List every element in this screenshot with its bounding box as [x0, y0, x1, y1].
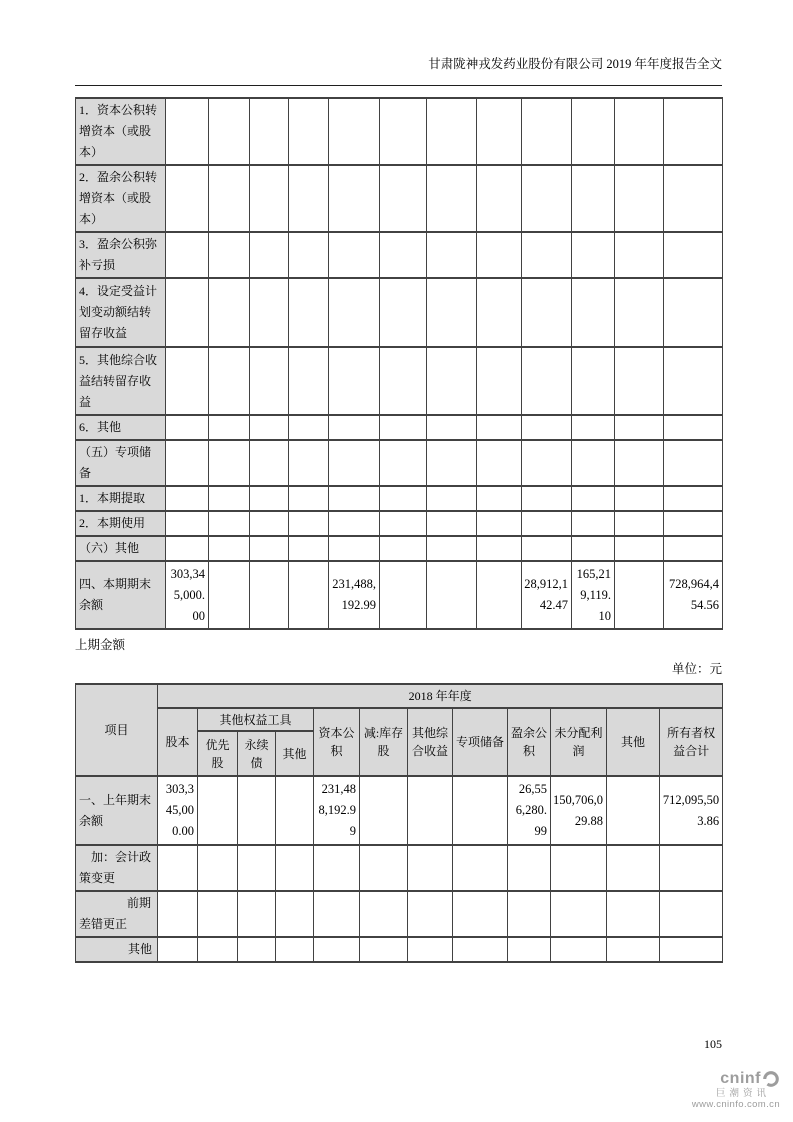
header-row [76, 684, 723, 708]
value-cell [289, 561, 329, 629]
value-cell [664, 165, 723, 232]
value-cell [380, 98, 427, 165]
value-cell [329, 415, 380, 440]
value-cell [166, 415, 209, 440]
value-cell [329, 98, 380, 165]
value-cell [477, 232, 522, 278]
value-cell [615, 278, 664, 347]
table-row [76, 891, 723, 937]
value-cell [572, 165, 615, 232]
table-row [76, 486, 723, 511]
value-cell [664, 232, 723, 278]
value-cell [551, 845, 607, 891]
value-cell [329, 232, 380, 278]
value-cell [238, 776, 276, 845]
value-cell [607, 937, 660, 962]
value-cell [314, 937, 360, 962]
value-cell [329, 165, 380, 232]
value-cell [664, 511, 723, 536]
value-cell [427, 511, 477, 536]
column-header-cell: 其他综合收益 [408, 708, 453, 776]
value-cell [551, 937, 607, 962]
value-cell [477, 440, 522, 486]
table-row [76, 937, 723, 962]
value-cell [250, 561, 289, 629]
value-cell [276, 776, 314, 845]
cninfo-swirl-icon [762, 1070, 780, 1088]
value-cell [209, 440, 250, 486]
row-label-cell: 6．其他 [76, 415, 166, 440]
value-cell: 26,556,280.99 [508, 776, 551, 845]
value-cell [522, 347, 572, 415]
logo-subtitle: 巨潮资讯 [715, 1088, 770, 1099]
row-label-cell: 一、上年期末余额 [76, 776, 158, 845]
value-cell [250, 165, 289, 232]
value-cell [166, 165, 209, 232]
value-cell [453, 776, 508, 845]
value-cell [276, 845, 314, 891]
value-cell [522, 536, 572, 561]
value-cell [209, 511, 250, 536]
value-cell [522, 98, 572, 165]
value-cell [522, 511, 572, 536]
value-cell [289, 278, 329, 347]
row-label-cell: 5．其他综合收益结转留存收益 [76, 347, 166, 415]
value-cell [427, 561, 477, 629]
value-cell [572, 98, 615, 165]
value-cell [250, 440, 289, 486]
value-cell [198, 845, 238, 891]
row-label-cell: 3．盈余公积弥补亏损 [76, 232, 166, 278]
value-cell: 303,345,000.00 [166, 561, 209, 629]
value-cell [427, 278, 477, 347]
value-cell [198, 937, 238, 962]
logo-brand-row [692, 1070, 780, 1088]
value-cell [380, 486, 427, 511]
value-cell: 150,706,029.88 [551, 776, 607, 845]
item-column-header: 项目 [76, 684, 158, 776]
value-cell [314, 891, 360, 937]
value-cell [477, 98, 522, 165]
row-label-cell: 1．本期提取 [76, 486, 166, 511]
column-header-cell: 资本公积 [314, 708, 360, 776]
value-cell [276, 937, 314, 962]
value-cell [289, 511, 329, 536]
value-cell [276, 891, 314, 937]
value-cell [238, 845, 276, 891]
value-cell [408, 845, 453, 891]
value-cell [615, 98, 664, 165]
value-cell [572, 415, 615, 440]
value-cell [477, 536, 522, 561]
table-row [76, 776, 723, 845]
value-cell [664, 486, 723, 511]
table-row [76, 98, 723, 165]
value-cell [522, 278, 572, 347]
prior-period-equity-table [75, 683, 723, 963]
value-cell [453, 937, 508, 962]
value-cell [427, 165, 477, 232]
value-cell [289, 486, 329, 511]
value-cell [408, 891, 453, 937]
value-cell [477, 415, 522, 440]
value-cell [427, 486, 477, 511]
column-header-cell: 其他 [276, 731, 314, 776]
value-cell: 231,488,192.99 [314, 776, 360, 845]
value-cell [522, 232, 572, 278]
value-cell [209, 415, 250, 440]
value-cell [250, 511, 289, 536]
value-cell [209, 98, 250, 165]
unit-label: 单位：元 [671, 662, 722, 676]
value-cell [360, 776, 408, 845]
value-cell [209, 278, 250, 347]
value-cell [551, 891, 607, 937]
value-cell [477, 165, 522, 232]
value-cell [289, 165, 329, 232]
row-label-cell: （五）专项储备 [76, 440, 166, 486]
cninfo-logo [692, 1070, 780, 1111]
value-cell [660, 891, 723, 937]
row-label-cell: 1．资本公积转增资本（或股本） [76, 98, 166, 165]
column-header-cell: 股本 [158, 708, 198, 776]
value-cell [453, 845, 508, 891]
value-cell [607, 891, 660, 937]
value-cell [427, 347, 477, 415]
value-cell [166, 98, 209, 165]
value-cell [477, 347, 522, 415]
value-cell [198, 776, 238, 845]
value-cell [209, 165, 250, 232]
value-cell [209, 232, 250, 278]
value-cell [607, 776, 660, 845]
value-cell [477, 278, 522, 347]
table-row [76, 415, 723, 440]
value-cell [380, 440, 427, 486]
value-cell [572, 278, 615, 347]
value-cell [664, 415, 723, 440]
value-cell [166, 440, 209, 486]
value-cell [572, 486, 615, 511]
logo-url: www.cninfo.com.cn [691, 1099, 780, 1111]
row-label-cell: 2．盈余公积转增资本（或股本） [76, 165, 166, 232]
value-cell [660, 845, 723, 891]
value-cell [289, 415, 329, 440]
value-cell [664, 536, 723, 561]
value-cell [329, 278, 380, 347]
value-cell [572, 347, 615, 415]
value-cell [250, 415, 289, 440]
value-cell [615, 536, 664, 561]
value-cell [453, 891, 508, 937]
value-cell [427, 440, 477, 486]
value-cell [664, 347, 723, 415]
column-header-cell: 减:库存股 [360, 708, 408, 776]
report-title: 甘肃陇神戎发药业股份有限公司 2019 年年度报告全文 [428, 57, 722, 71]
value-cell [477, 561, 522, 629]
value-cell [250, 98, 289, 165]
column-header-cell: 所有者权益合计 [660, 708, 723, 776]
value-cell [250, 232, 289, 278]
header-row [76, 708, 723, 731]
value-cell [329, 486, 380, 511]
table-row [76, 165, 723, 232]
value-cell [664, 98, 723, 165]
period-header: 2018 年年度 [158, 684, 723, 708]
row-label-cell: 加：会计政策变更 [76, 845, 158, 891]
row-label-cell: 4．设定受益计划变动额结转留存收益 [76, 278, 166, 347]
value-cell [209, 486, 250, 511]
value-cell [198, 891, 238, 937]
column-header-cell: 未分配利润 [551, 708, 607, 776]
value-cell: 728,964,454.56 [664, 561, 723, 629]
value-cell [427, 536, 477, 561]
value-cell [615, 561, 664, 629]
table-row [76, 278, 723, 347]
value-cell [664, 440, 723, 486]
column-header-cell: 永续债 [238, 731, 276, 776]
value-cell [166, 232, 209, 278]
row-label-cell: 2．本期使用 [76, 511, 166, 536]
value-cell [508, 845, 551, 891]
column-header-cell: 其他 [607, 708, 660, 776]
row-label-cell: 其他 [76, 937, 158, 962]
value-cell [607, 845, 660, 891]
value-cell [615, 165, 664, 232]
value-cell [508, 891, 551, 937]
value-cell [572, 232, 615, 278]
value-cell [289, 536, 329, 561]
value-cell [522, 415, 572, 440]
table-row [76, 232, 723, 278]
value-cell [166, 278, 209, 347]
value-cell [314, 845, 360, 891]
value-cell [427, 232, 477, 278]
table-row [76, 440, 723, 486]
value-cell [380, 536, 427, 561]
value-cell: 303,345,000.00 [158, 776, 198, 845]
value-cell [522, 440, 572, 486]
value-cell [522, 165, 572, 232]
row-label-cell: 前期差错更正 [76, 891, 158, 937]
value-cell [380, 415, 427, 440]
current-period-equity-table [75, 97, 723, 630]
value-cell [166, 511, 209, 536]
value-cell [615, 511, 664, 536]
value-cell [522, 486, 572, 511]
value-cell [289, 347, 329, 415]
value-cell [380, 232, 427, 278]
value-cell [427, 415, 477, 440]
value-cell [477, 486, 522, 511]
value-cell [615, 415, 664, 440]
logo-brand-text: cninf [720, 1070, 761, 1088]
value-cell [380, 511, 427, 536]
value-cell [477, 511, 522, 536]
column-header-cell: 优先股 [198, 731, 238, 776]
value-cell [572, 440, 615, 486]
value-cell [209, 347, 250, 415]
value-cell [380, 347, 427, 415]
value-cell [660, 937, 723, 962]
table-row [76, 845, 723, 891]
row-label-cell: （六）其他 [76, 536, 166, 561]
page-number: 105 [704, 1037, 722, 1051]
value-cell [360, 845, 408, 891]
page-header [75, 0, 722, 86]
value-cell [209, 536, 250, 561]
value-cell [572, 536, 615, 561]
column-header-cell: 专项储备 [453, 708, 508, 776]
value-cell [250, 536, 289, 561]
table-row [76, 347, 723, 415]
page-content [75, 0, 722, 963]
column-header-cell: 盈余公积 [508, 708, 551, 776]
value-cell [360, 891, 408, 937]
value-cell [250, 486, 289, 511]
table-row [76, 536, 723, 561]
value-cell [508, 937, 551, 962]
value-cell [158, 891, 198, 937]
value-cell [238, 891, 276, 937]
value-cell [615, 232, 664, 278]
value-cell [329, 440, 380, 486]
value-cell [250, 278, 289, 347]
value-cell [360, 937, 408, 962]
value-cell [615, 347, 664, 415]
value-cell [329, 347, 380, 415]
value-cell [329, 511, 380, 536]
value-cell [158, 845, 198, 891]
value-cell [166, 486, 209, 511]
value-cell: 231,488,192.99 [329, 561, 380, 629]
value-cell [329, 536, 380, 561]
table-row [76, 511, 723, 536]
value-cell [289, 440, 329, 486]
value-cell [158, 937, 198, 962]
value-cell [408, 776, 453, 845]
value-cell [408, 937, 453, 962]
value-cell: 28,912,142.47 [522, 561, 572, 629]
value-cell [615, 440, 664, 486]
value-cell [380, 165, 427, 232]
prior-period-section-label: 上期金额 [75, 638, 126, 652]
group-header-cell: 其他权益工具 [198, 708, 314, 731]
value-cell [238, 937, 276, 962]
value-cell [664, 278, 723, 347]
table-row [76, 561, 723, 629]
value-cell: 165,219,119.10 [572, 561, 615, 629]
row-label-cell: 四、本期期末余额 [76, 561, 166, 629]
value-cell [250, 347, 289, 415]
value-cell [427, 98, 477, 165]
value-cell [380, 561, 427, 629]
value-cell [289, 98, 329, 165]
value-cell [166, 536, 209, 561]
value-cell [289, 232, 329, 278]
value-cell [615, 486, 664, 511]
value-cell [572, 511, 615, 536]
value-cell: 712,095,503.86 [660, 776, 723, 845]
value-cell [166, 347, 209, 415]
value-cell [380, 278, 427, 347]
value-cell [209, 561, 250, 629]
